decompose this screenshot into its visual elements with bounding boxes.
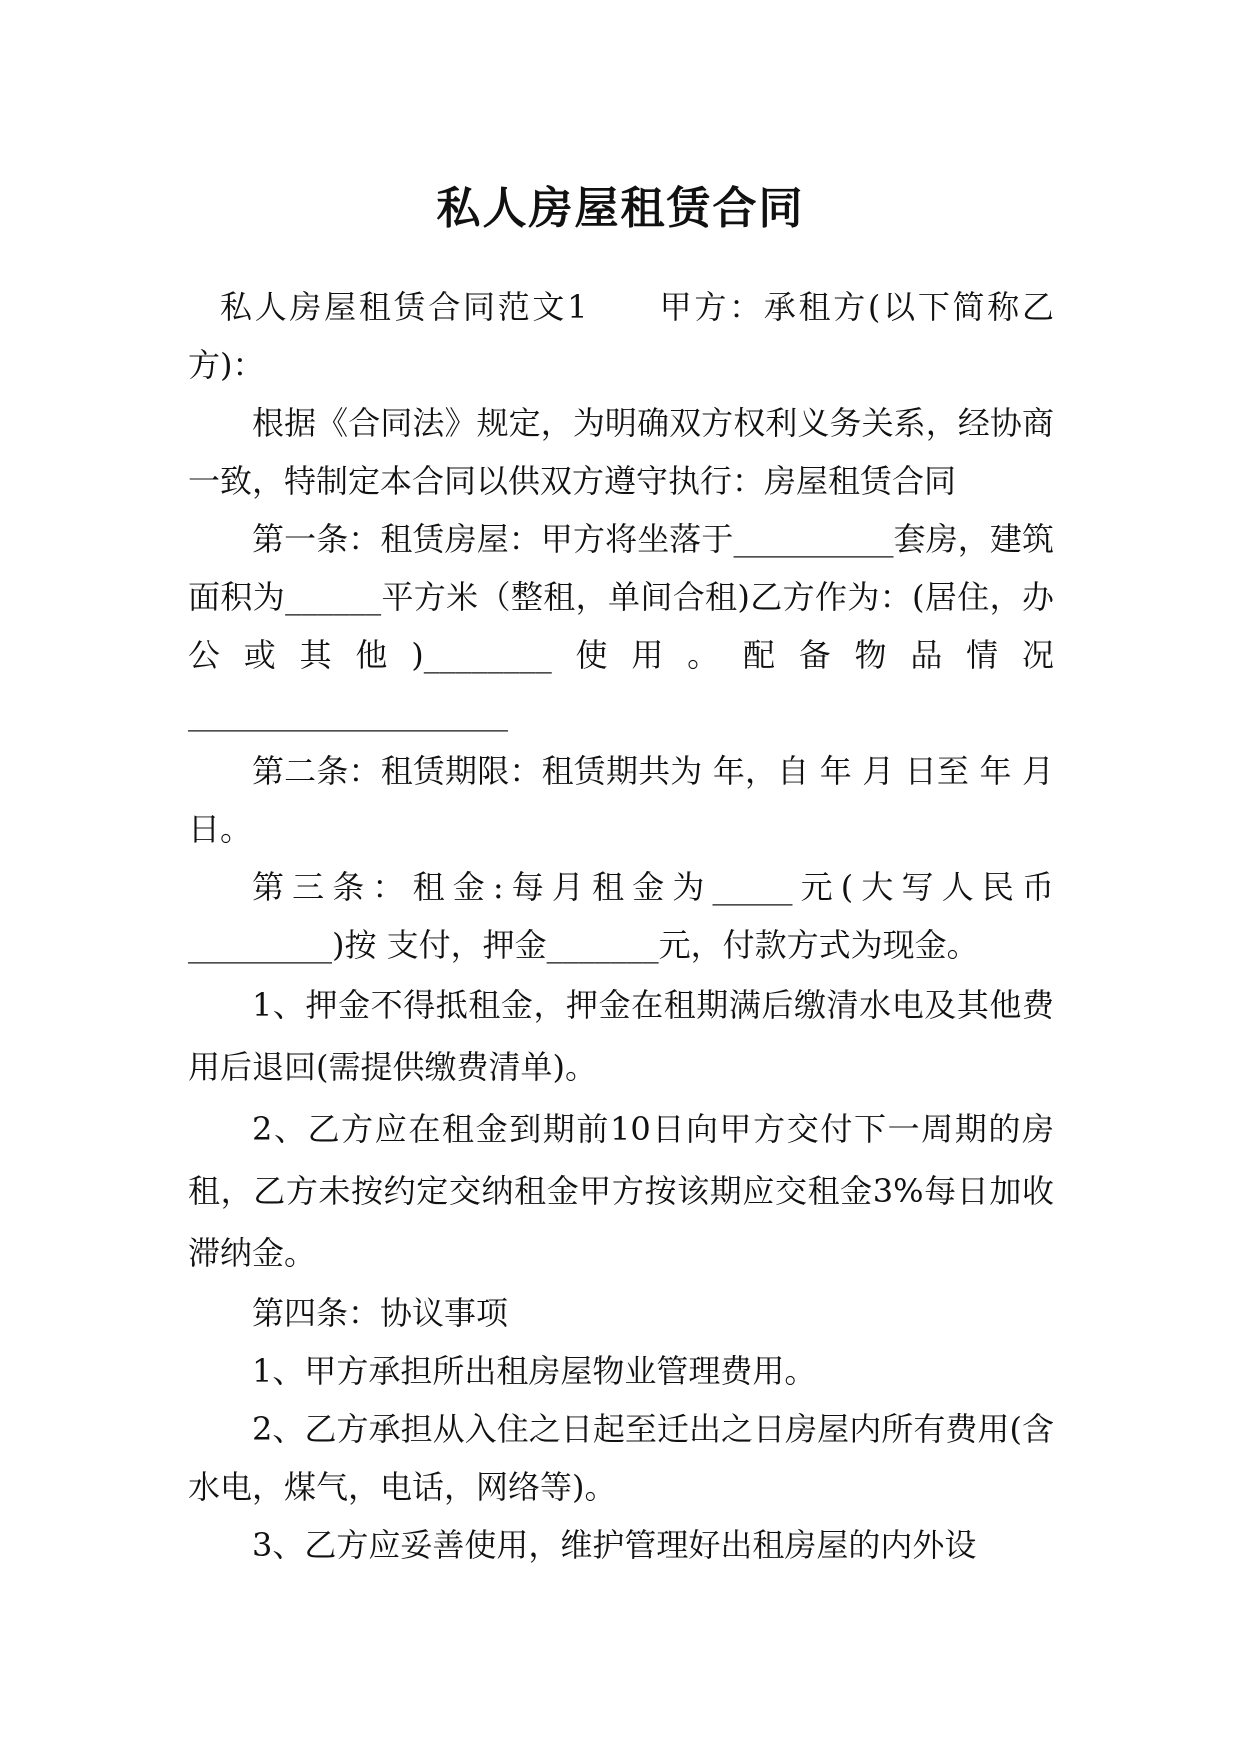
paragraph-article-1: 第一条：租赁房屋：甲方将坐落于__________套房，建筑面积为______平方米（整租，单间合租)乙方作为：(居住，办公或其他)________使用。配备物品情况____________________: [188, 520, 1054, 732]
paragraph-article-3-item-2: 2、乙方应在租金到期前10日向甲方交付下一周期的房租，乙方未按约定交纳租金甲方按该期应交租金3%每日加收滞纳金。: [188, 1110, 1054, 1272]
paragraph-article-2: 第二条：租赁期限：租赁期共为 年，自 年 月 日至 年 月 日。: [188, 752, 1065, 848]
paragraph-article-4-item-3: 3、乙方应妥善使用，维护管理好出租房屋的内外设: [252, 1526, 977, 1564]
paragraph-intro: 私人房屋租赁合同范文1 甲方：承租方(以下简称乙方)：: [188, 288, 1054, 384]
paragraph-article-3-item-1: 1、押金不得抵租金，押金在租期满后缴清水电及其他费用后退回(需提供缴费清单)。: [188, 986, 1054, 1086]
paragraph-article-4-item-2: 2、乙方承担从入住之日起至迁出之日房屋内所有费用(含水电，煤气，电话，网络等)。: [188, 1410, 1054, 1506]
paragraph-article-3: 第三条：租金:每月租金为_____元(大写人民币_________)按 支付，押金_______元，付款方式为现金。: [188, 868, 1054, 964]
document-body: [188, 278, 1065, 1574]
paragraph-article-4: 第四条：协议事项: [252, 1294, 509, 1332]
document-title: 私人房屋租赁合同: [436, 183, 805, 235]
paragraph-preamble: 根据《合同法》规定，为明确双方权利义务关系，经协商一致，特制定本合同以供双方遵守执行：房屋租赁合同: [188, 404, 1054, 500]
paragraph-article-4-item-1: 1、甲方承担所出租房屋物业管理费用。: [252, 1352, 817, 1390]
